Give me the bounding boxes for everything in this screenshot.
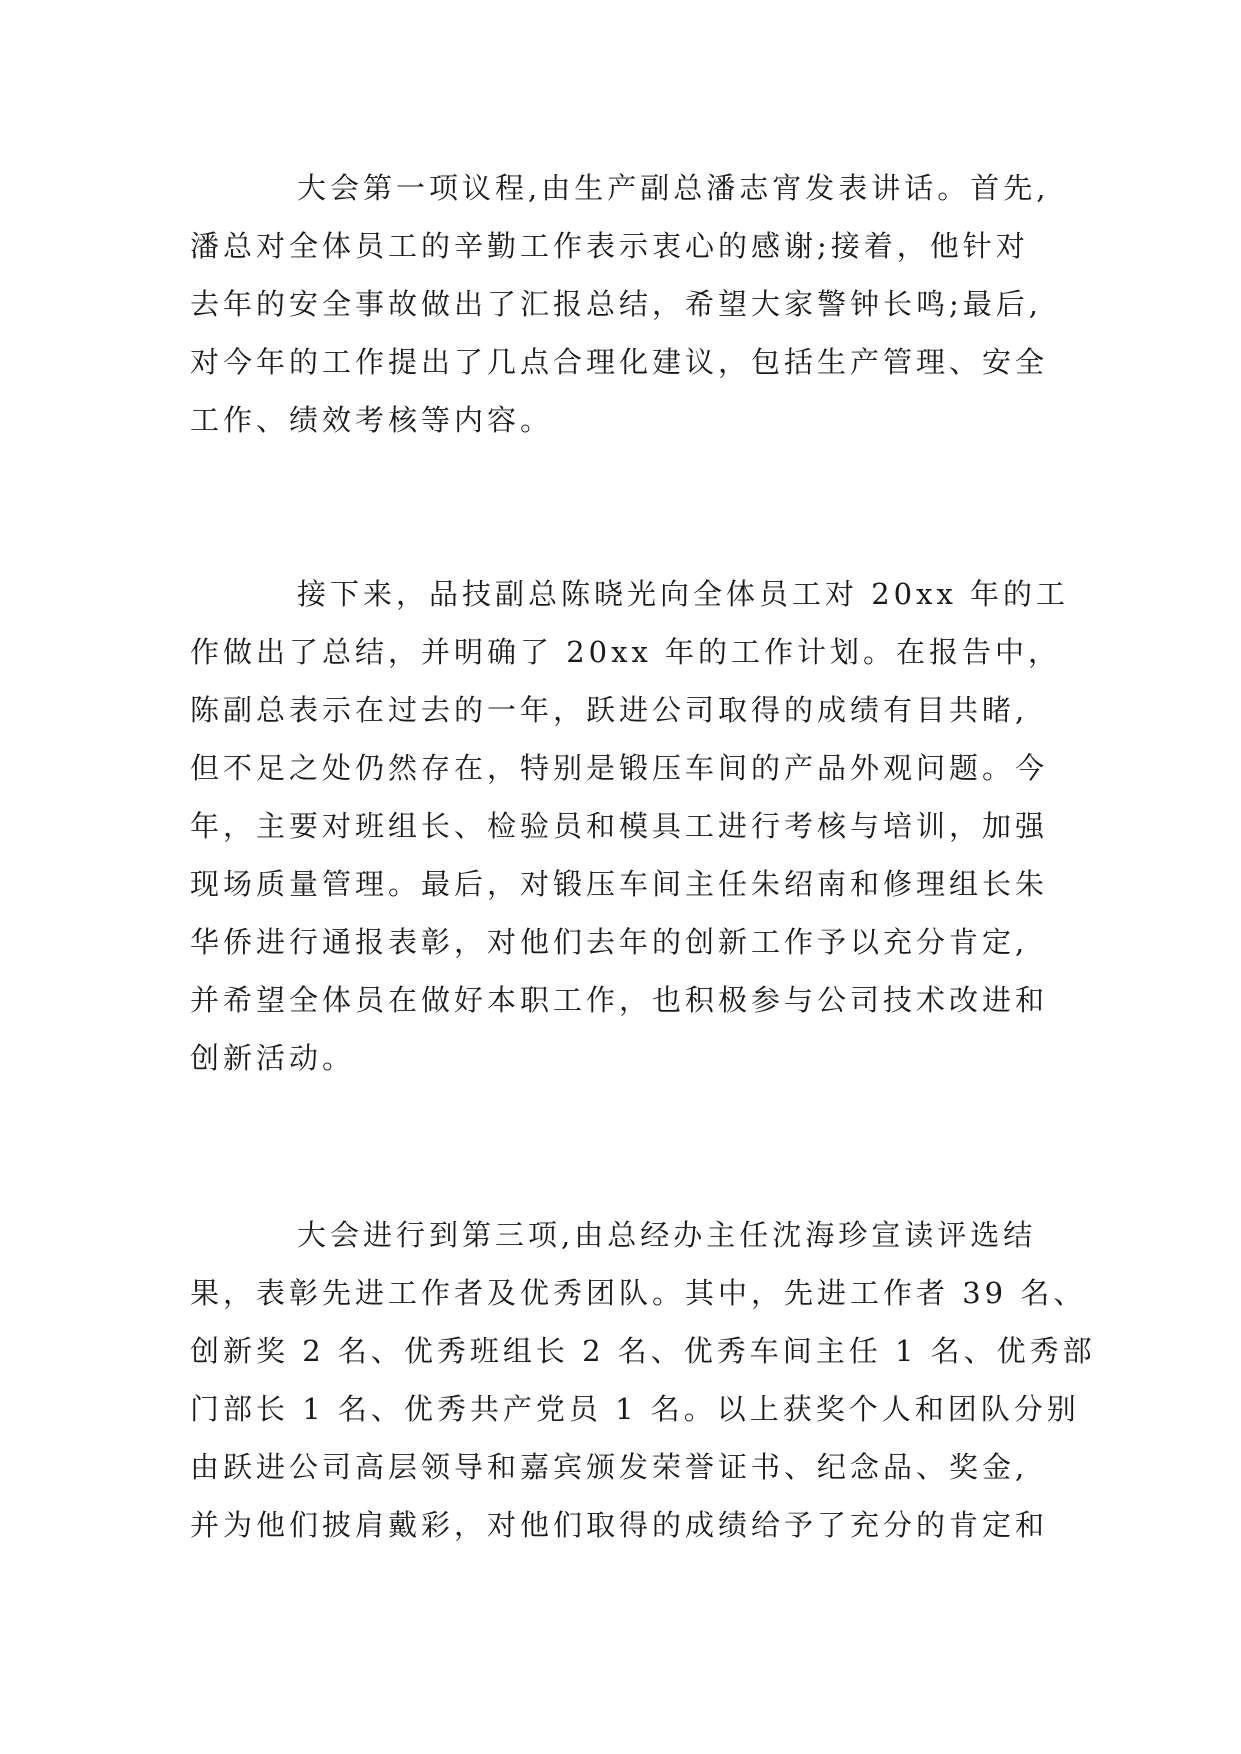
paragraph-line: 创新活动。 <box>190 1041 356 1075</box>
paragraph-line: 大会进行到第三项,由总经办主任沈海珍宣读评选结 <box>297 1218 1037 1252</box>
paragraph-2 <box>190 565 1070 1087</box>
paragraph-line: 果，表彰先进工作者及优秀团队。其中，先进工作者 39 名、 <box>190 1276 1087 1310</box>
paragraph-line: 并希望全体员在做好本职工作，也积极参与公司技术改进和 <box>190 983 1049 1017</box>
paragraph-line: 去年的安全事故做出了汇报总结，希望大家警钟长鸣;最后, <box>190 287 1042 321</box>
paragraph-line: 大会第一项议程,由生产副总潘志宵发表讲话。首先, <box>297 171 1050 205</box>
paragraph-line: 华侨进行通报表彰，对他们去年的创新工作予以充分肯定, <box>190 925 1029 959</box>
paragraph-line: 潘总对全体员工的辛勤工作表示衷心的感谢;接着，他针对 <box>190 229 1029 263</box>
paragraph-line: 作做出了总结，并明确了 20xx 年的工作计划。在报告中， <box>190 635 1062 669</box>
paragraph-line: 创新奖 2 名、优秀班组长 2 名、优秀车间主任 1 名、优秀部 <box>190 1334 1096 1368</box>
paragraph-line: 对今年的工作提出了几点合理化建议，包括生产管理、安全 <box>190 345 1049 379</box>
paragraph-line: 年，主要对班组长、检验员和模具工进行考核与培训，加强 <box>190 809 1049 843</box>
paragraph-line: 由跃进公司高层领导和嘉宾颁发荣誉证书、纪念品、奖金, <box>190 1450 1029 1484</box>
paragraph-1 <box>190 159 1070 449</box>
paragraph-line: 并为他们披肩戴彩，对他们取得的成绩给予了充分的肯定和 <box>190 1508 1049 1542</box>
paragraph-line: 接下来，品技副总陈晓光向全体员工对 20xx 年的工 <box>297 577 1070 611</box>
paragraph-line: 陈副总表示在过去的一年，跃进公司取得的成绩有目共睹, <box>190 693 1029 727</box>
paragraph-line: 工作、绩效考核等内容。 <box>190 403 554 437</box>
paragraph-line: 但不足之处仍然存在，特别是锻压车间的产品外观问题。今 <box>190 751 1049 785</box>
paragraph-line: 门部长 1 名、优秀共产党员 1 名。以上获奖个人和团队分别 <box>190 1392 1080 1426</box>
paragraph-line: 现场质量管理。最后，对锻压车间主任朱绍南和修理组长朱 <box>190 867 1049 901</box>
paragraph-3 <box>190 1206 1096 1554</box>
